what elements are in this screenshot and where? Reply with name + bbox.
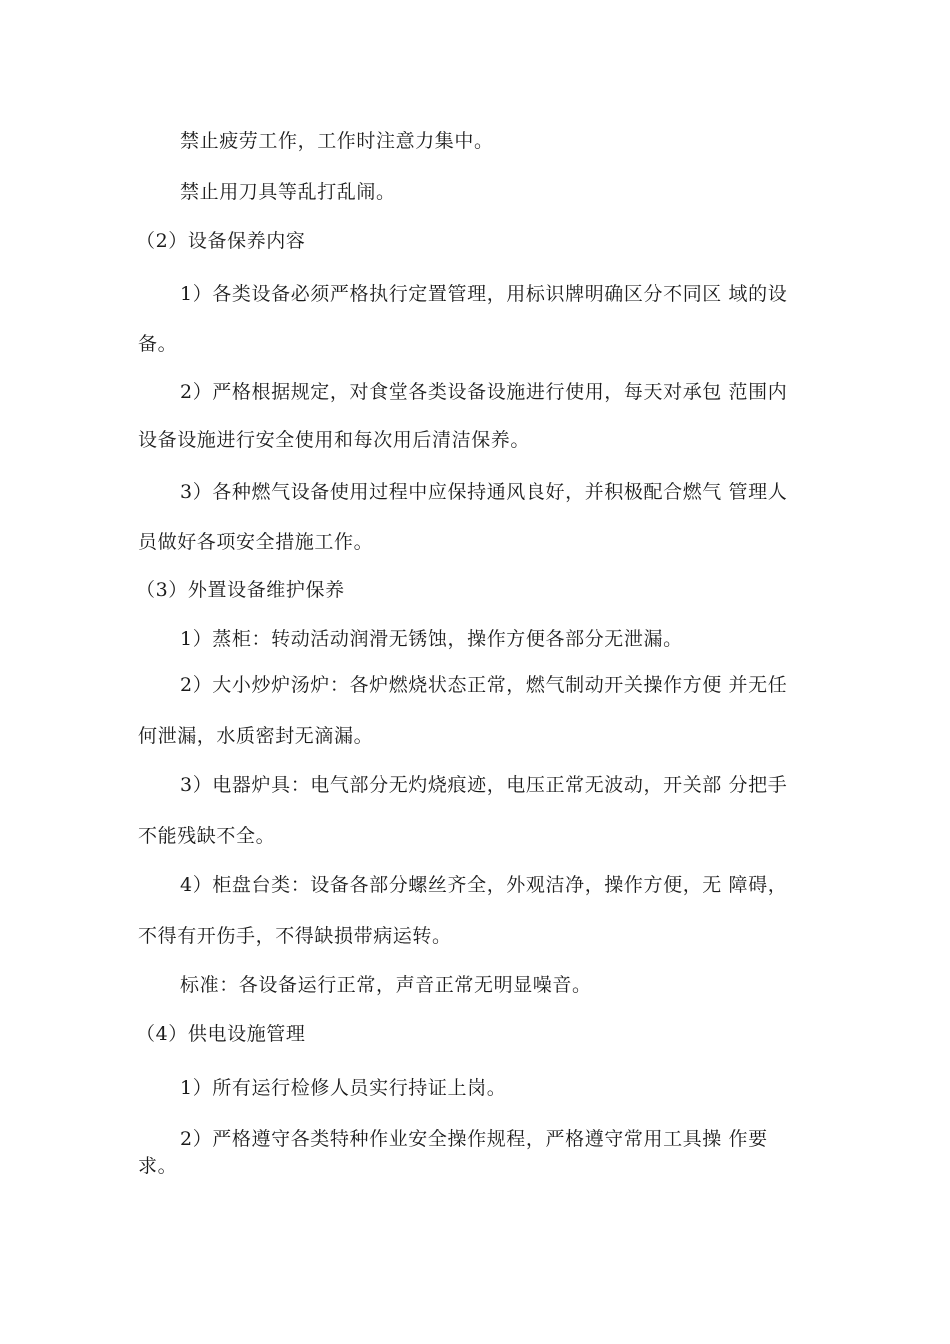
paragraph-line: 备。 — [138, 333, 178, 355]
section-heading: （2）设备保养内容 — [136, 230, 306, 252]
paragraph-line: 何泄漏，水质密封无滴漏。 — [138, 725, 374, 747]
paragraph-line: 2）大小炒炉汤炉：各炉燃烧状态正常，燃气制动开关操作方便 并无任 — [180, 674, 788, 696]
paragraph-line: 2）严格遵守各类特种作业安全操作规程，严格遵守常用工具操 作要 — [180, 1128, 768, 1150]
section-heading: （3）外置设备维护保养 — [136, 579, 345, 601]
paragraph-line: 1）所有运行检修人员实行持证上岗。 — [180, 1077, 507, 1099]
paragraph-line: 不能残缺不全。 — [138, 825, 276, 847]
paragraph-line: 3）各种燃气设备使用过程中应保持通风良好，并积极配合燃气 管理人 — [180, 481, 788, 503]
paragraph-line: 4）柜盘台类：设备各部分螺丝齐全，外观洁净，操作方便，无 障碍， — [180, 874, 788, 896]
paragraph-line: 不得有开伤手，不得缺损带病运转。 — [138, 925, 452, 947]
paragraph-line: 员做好各项安全措施工作。 — [138, 531, 374, 553]
paragraph-line: 1）各类设备必须严格执行定置管理，用标识牌明确区分不同区 域的设 — [180, 283, 788, 305]
paragraph-line: 求。 — [138, 1155, 178, 1177]
paragraph-line: 禁止用刀具等乱打乱闹。 — [180, 181, 396, 203]
paragraph-line: 1）蒸柜：转动活动润滑无锈蚀，操作方便各部分无泄漏。 — [180, 628, 683, 650]
paragraph-line: 3）电器炉具：电气部分无灼烧痕迹，电压正常无波动，开关部 分把手 — [180, 774, 788, 796]
paragraph-line: 禁止疲劳工作，工作时注意力集中。 — [180, 130, 494, 152]
paragraph-line: 2）严格根据规定，对食堂各类设备设施进行使用，每天对承包 范围内 — [180, 381, 788, 403]
paragraph-line: 标准：各设备运行正常，声音正常无明显噪音。 — [180, 974, 592, 996]
section-heading: （4）供电设施管理 — [136, 1023, 306, 1045]
paragraph-line: 设备设施进行安全使用和每次用后清洁保养。 — [138, 429, 531, 451]
